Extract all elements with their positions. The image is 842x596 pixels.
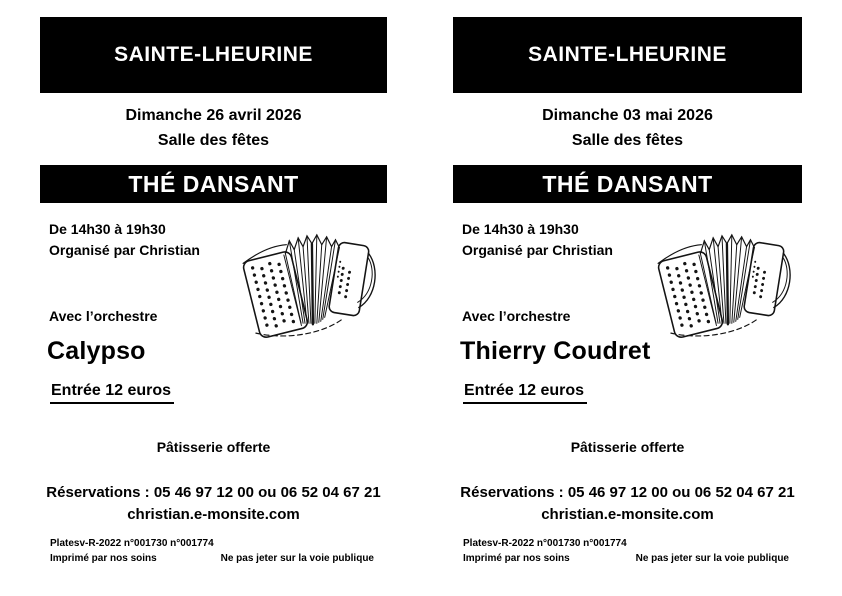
price-underlined: Entrée 12 euros [50, 382, 174, 404]
flyer-april [40, 0, 387, 596]
event-date: Dimanche 26 avril 2026 [125, 107, 302, 124]
event-banner-label: THÉ DANSANT [542, 170, 713, 197]
reservations-line: Réservations : 05 46 97 12 00 ou 06 52 04 67 21 [46, 484, 381, 501]
flyer-may [453, 0, 802, 596]
town-banner [453, 17, 802, 93]
town-banner [40, 17, 387, 93]
disposal-notice: Ne pas jeter sur la voie publique [220, 553, 374, 564]
reservations-line: Réservations : 05 46 97 12 00 ou 06 52 04 67 21 [460, 484, 795, 501]
printed-by-note: Imprimé par nos soins [50, 553, 157, 564]
event-banner [40, 165, 387, 203]
pastry-note: Pâtisserie offerte [156, 439, 271, 455]
orchestra-label: Avec l’orchestre [462, 308, 571, 324]
orchestra-label: Avec l’orchestre [49, 308, 158, 324]
town-banner-label: SAINTE-LHEURINE [528, 43, 727, 66]
footer-row [50, 553, 374, 564]
license-number: Platesv-R-2022 n°001730 n°001774 [463, 538, 627, 549]
event-time: De 14h30 à 19h30 [49, 221, 166, 237]
town-banner-label: SAINTE-LHEURINE [114, 43, 313, 66]
organizer-line: Organisé par Christian [462, 242, 613, 258]
license-number: Platesv-R-2022 n°001730 n°001774 [50, 538, 214, 549]
footer-row [463, 553, 789, 564]
accordion-icon [229, 228, 385, 340]
accordion-icon [644, 228, 800, 340]
website-line: christian.e-monsite.com [541, 506, 714, 523]
disposal-notice: Ne pas jeter sur la voie publique [635, 553, 789, 564]
pastry-note: Pâtisserie offerte [570, 439, 685, 455]
website-line: christian.e-monsite.com [127, 506, 300, 523]
event-venue: Salle des fêtes [157, 132, 270, 149]
event-date: Dimanche 03 mai 2026 [542, 107, 713, 124]
event-time: De 14h30 à 19h30 [462, 221, 579, 237]
organizer-line: Organisé par Christian [49, 242, 200, 258]
event-banner [453, 165, 802, 203]
event-venue: Salle des fêtes [571, 132, 684, 149]
event-banner-label: THÉ DANSANT [128, 170, 299, 197]
printed-by-note: Imprimé par nos soins [463, 553, 570, 564]
orchestra-name: Calypso [47, 337, 146, 365]
orchestra-name: Thierry Coudret [460, 337, 651, 365]
price-underlined: Entrée 12 euros [463, 382, 587, 404]
